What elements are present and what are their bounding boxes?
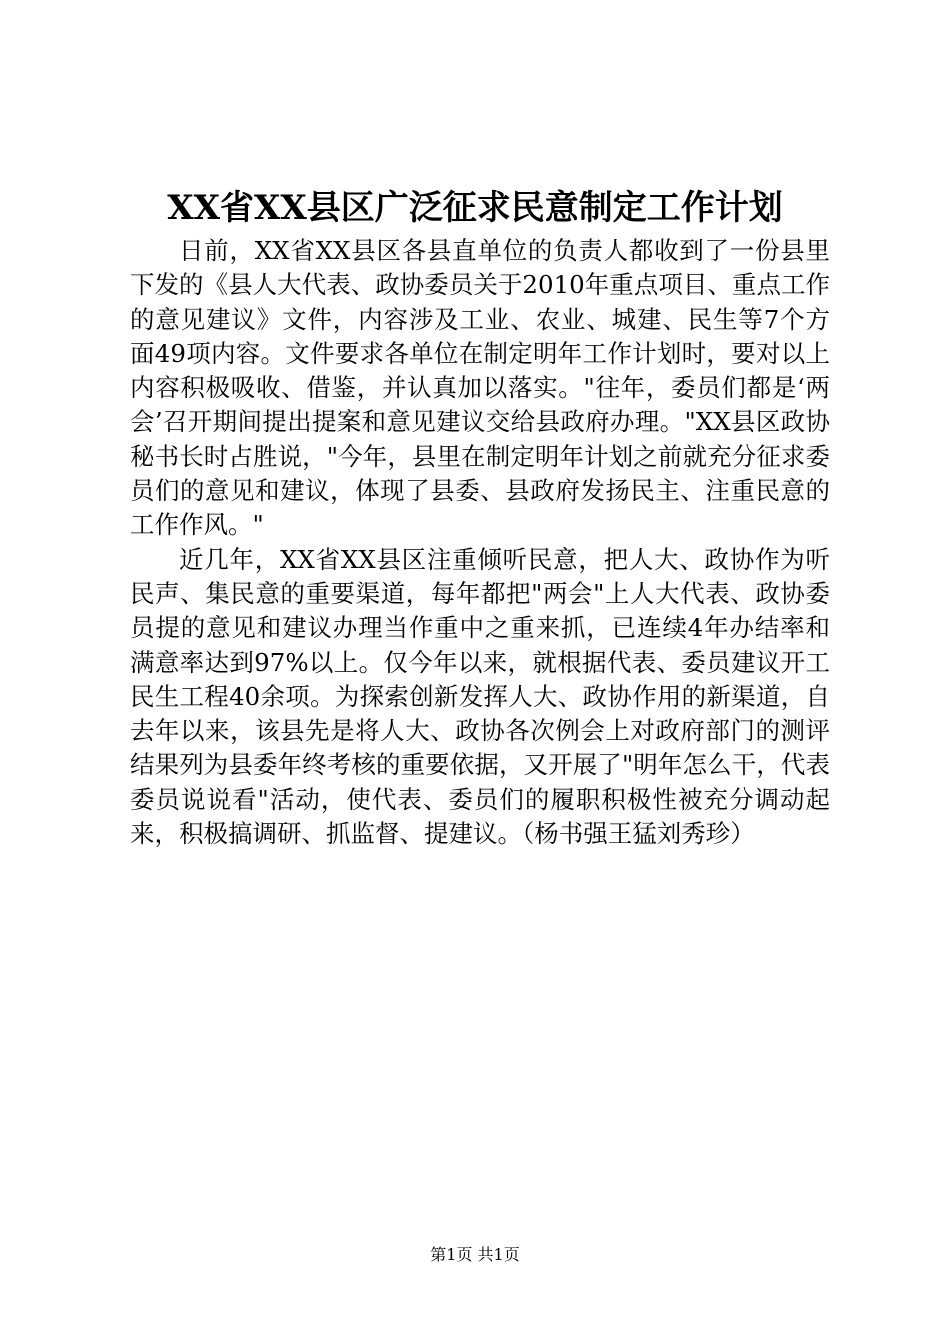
paragraph-2: 近几年，XX省XX县区注重倾听民意，把人大、政协作为听民声、集民意的重要渠道，每年都把"两会"上人大代表、政协委员提的意见和建议办理当作重中之重来抓，已连续4年办结率和满意率达到97%以上。仅今年以来，就根据代表、委员建议开工民生工程40余项。为探索创新发挥人大、政协作用的新渠道，自去年以来，该县先是将人大、政协各次例会上对政府部门的测评结果列为县委年终考核的重要依据，又开展了"明年怎么干，代表委员说说看"活动，使代表、委员们的履职积极性被充分调动起来，积极搞调研、抓监督、提建议。（杨书强王猛刘秀珍） [130,544,830,849]
paragraph-1: 日前，XX省XX县区各县直单位的负责人都收到了一份县里下发的《县人大代表、政协委员关于2010年重点项目、重点工作的意见建议》文件，内容涉及工业、农业、城建、民生等7个方面49项内容。文件要求各单位在制定明年工作计划时，要对以上内容积极吸收、借鉴，并认真加以落实。"往年，委员们都是‘两会’召开期间提出提案和意见建议交给县政府办理。"XX县区政协秘书长时占胜说，"今年，县里在制定明年计划之前就充分征求委员们的意见和建议，体现了县委、县政府发扬民主、注重民意的工作作风。" [130,236,830,540]
document-body [130,234,830,851]
page-footer: 第1页 共1页 [430,1245,520,1264]
document-title: XX省XX县区广泛征求民意制定工作计划 [167,188,783,228]
